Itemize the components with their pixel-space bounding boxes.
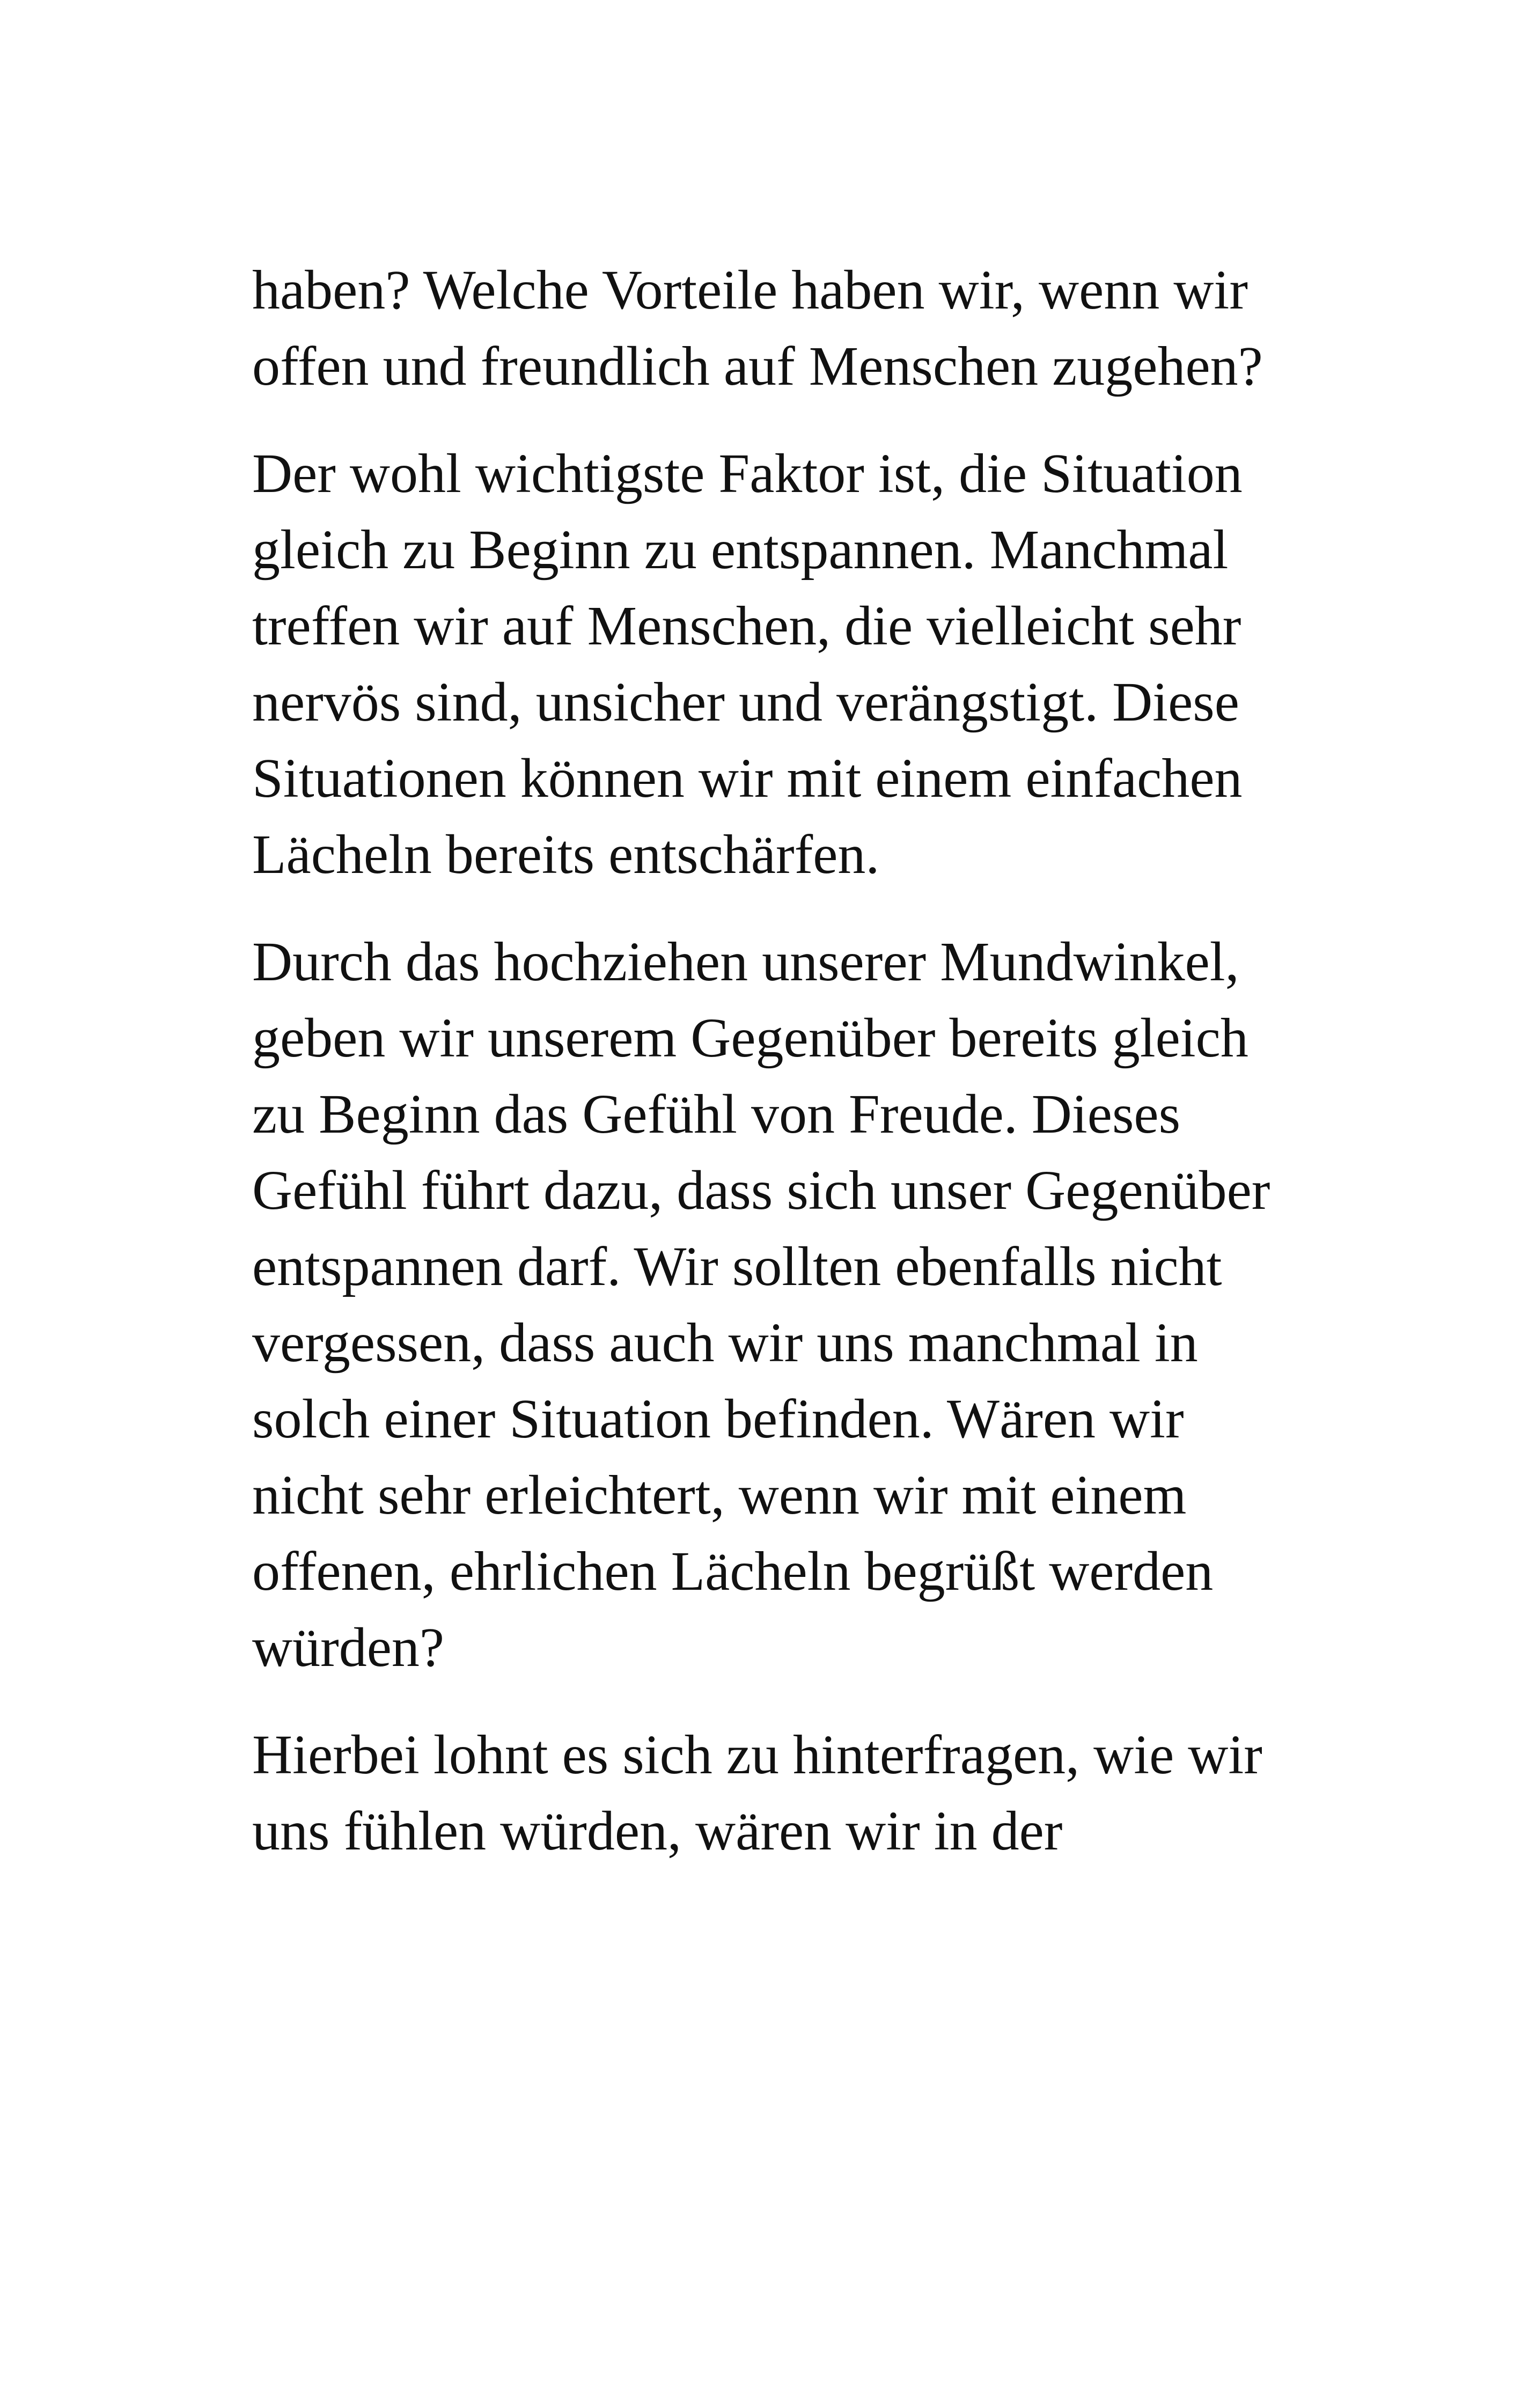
- paragraph: Hierbei lohnt es sich zu hinterfragen, wie wir uns fühlen würden, wären wir in der: [252, 1724, 1262, 1862]
- body-text: [252, 252, 1272, 1869]
- paragraph: haben? Welche Vorteile haben wir, wenn wir offen und freundlich auf Menschen zugehen?: [252, 259, 1263, 397]
- paragraph: Durch das hochziehen unserer Mundwinkel, geben wir unserem Gegenüber bereits gleich zu Beginn das Gefühl von Freude. Dieses Gefühl führt dazu, dass sich unser Gegenüber entspannen darf. Wir sollten ebenfalls nicht vergessen, dass auch wir uns manchmal in solch einer Situation befinden. Wären wir nicht sehr erleichtert, wenn wir mit einem offenen, ehrlichen Lächeln begrüßt werden würden?: [252, 931, 1270, 1678]
- paragraph: Der wohl wichtigste Faktor ist, die Situation gleich zu Beginn zu entspannen. Manchmal treffen wir auf Menschen, die vielleicht sehr nervös sind, unsicher und verängstigt. Diese Situationen können wir mit einem einfachen Lächeln bereits entschärfen.: [252, 443, 1243, 885]
